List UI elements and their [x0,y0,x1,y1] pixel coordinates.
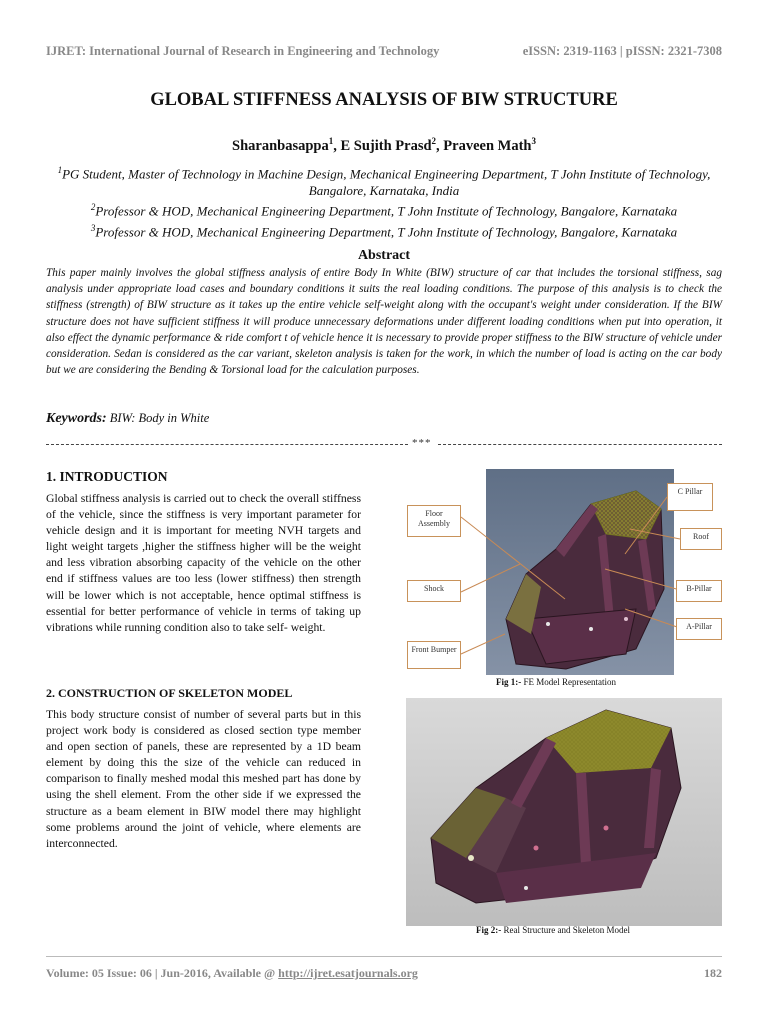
author-name: Praveen Math [443,137,532,154]
keywords-value: BIW: Body in White [109,411,210,425]
figure2-caption [476,925,630,935]
running-footer [46,966,722,982]
page-number: 182 [704,966,722,980]
label-c-pillar: C Pillar [667,483,713,511]
affiliation [56,220,712,240]
author-name: E Sujith Prasd [340,137,432,154]
separator-dash-right [438,444,722,445]
label-roof: Roof [680,528,722,550]
figure2-caption-text: Real Structure and Skeleton Model [503,925,630,935]
figure2-caption-label: Fig 2:- [476,925,502,935]
affiliation-text: Professor & HOD, Mechanical Engineering Department, T John Institute of Technology, Bangalore, Karnataka [95,223,678,239]
issn: eISSN: 2319-1163 | pISSN: 2321-7308 [522,44,722,58]
affiliation-sup: 2 [90,202,96,213]
affiliation-text: Professor & HOD, Mechanical Engineering Department, T John Institute of Technology, Bangalore, Karnataka [95,203,678,219]
affiliation-sup: 3 [90,222,96,233]
figure1-caption-label: Fig 1:- [496,677,522,687]
author-sup: 1 [328,136,334,146]
label-a-pillar: A-Pillar [676,618,722,640]
author-list: Sharanbasappa$^1$, E Sujith Prasd$^2$, Praveen Math$^3$ [232,136,536,154]
keywords [46,411,209,427]
skeleton-model-text: This body structure consist of number of several parts but in this project work body is considered as closed section type member and open section of panels, these are represented by a 1D beam element by doing this the size of the vehicle can reduced in comparison to finally meshed modal this meshed part has done by using the shell element. From the other side if we expressed the structure as a beam element in BIW model there may highlight some problems around the joint of vehicle, where elements are interconnected. [46,708,361,850]
paper-title: GLOBAL STIFFNESS ANALYSIS OF BIW STRUCTURE [150,90,618,110]
footer-volume [46,966,418,981]
figure2-image [406,698,722,926]
journal-name: IJRET: International Journal of Research in Engineering and Technology [46,44,440,58]
introduction-text: Global stiffness analysis is carried out to check the overall stiffness of the vehicle, since the stiffness is very important parameter for vehicle design and it is important for meeting NVH targets and light weight targets ,higher the stiffness higher will be the weight and less vibration absorbing capacity of the vehicle on the other end if stiffness values are too less (lower stiffness) then strength will be lower which is not acceptable, hence optimal stiffness is essential for better performance of vehicle in terms of taking up vibrations while running condition also to take self- weight. [46,492,361,634]
separator-dash-left [46,444,408,445]
skeleton-model-illustration [406,698,722,926]
journal-url-link[interactable]: http://ijret.esatjournals.org [278,966,418,980]
affiliation [56,162,712,199]
section-separator [46,438,722,450]
label-shock: Shock [407,580,461,602]
affiliation-text: PG Student, Master of Technology in Machine Design, Mechanical Engineering Department, T John Institute of Technology, Bangalore, Karnataka, India [62,166,711,199]
figure1-caption-text: FE Model Representation [523,677,616,687]
abstract-heading: Abstract [357,248,411,263]
affiliation [56,199,712,219]
affiliations [56,162,712,240]
author-sup: 3 [531,136,536,146]
label-b-pillar: B-Pillar [676,580,722,602]
author-name: Sharanbasappa [232,137,329,154]
footer-divider [46,956,722,957]
running-header [46,44,722,60]
separator-stars: *** [412,437,432,449]
affiliation-sup: 1 [57,165,63,175]
abstract-text: This paper mainly involves the global stiffness analysis of entire Body In White (BIW) structure of car that includes the torsional stiffness, sag analysis under appropriate load cases and boundary conditions it suits the real loading conditions. The purpose of this analysis is to check the stiffness (strength) of BIW structure as it takes up the entire vehicle self-weight along with the occupant's weight under consideration. If the BIW structure does not have sufficient stiffness it will produce unnecessary deformations under different loading conditions when put into operation, it also effect the dynamic performance & ride comfort t of vehicle hence it is necessary to provide proper stiffness to the BIW structure of vehicle under consideration. Sedan is considered as the car variant, skeleton analysis is taken for the work, in which the number of load is acting on the car body but we are considering the Bending & Torsional load for the calculation purposes. [46,267,722,377]
label-floor-assembly: Floor Assembly [407,505,461,537]
label-front-bumper: Front Bumper [407,641,461,669]
section-heading-introduction: 1. INTRODUCTION [46,469,168,484]
keywords-label: Keywords: [46,411,107,426]
figure1-caption [496,677,616,687]
footer-volume-text: Volume: 05 Issue: 06 | Jun-2016, Available @ [46,966,279,980]
section-heading-skeleton-model: 2. CONSTRUCTION OF SKELETON MODEL [46,686,293,700]
author-sup: 2 [431,136,437,146]
